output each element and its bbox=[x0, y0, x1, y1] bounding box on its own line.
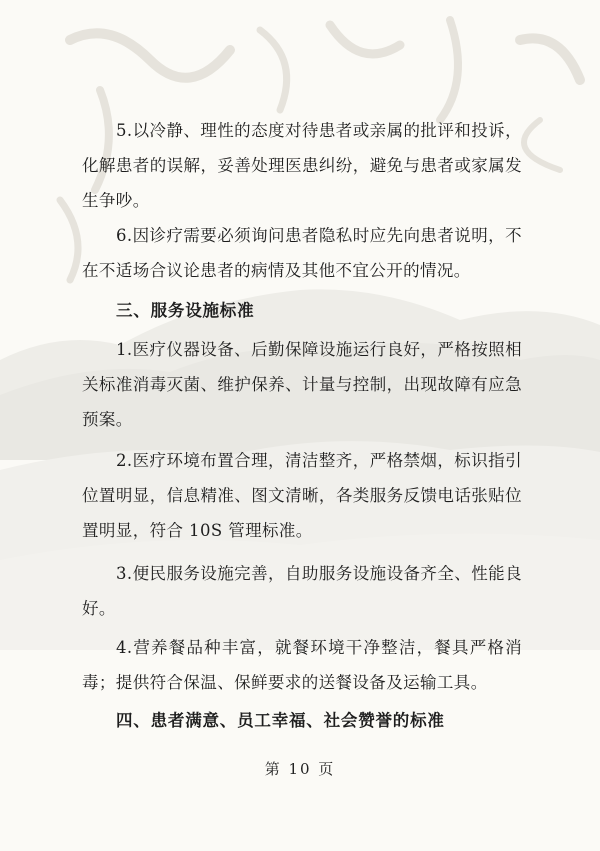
paragraph-text: 3.便民服务设施完善，自助服务设施设备齐全、性能良好。 bbox=[82, 564, 522, 618]
paragraph-s3-item-4 bbox=[82, 630, 522, 700]
section-heading-3: 三、服务设施标准 bbox=[116, 301, 255, 320]
paragraph-s3-item-2 bbox=[82, 443, 522, 548]
page-number: 第 10 页 bbox=[264, 760, 336, 778]
paragraph-text: 1.医疗仪器设备、后勤保障设施运行良好，严格按照相关标准消毒灭菌、维护保养、计量与控制，出现故障有应急预案。 bbox=[82, 340, 522, 429]
paragraph-text: 5.以冷静、理性的态度对待患者或亲属的批评和投诉，化解患者的误解，妥善处理医患纠纷，避免与患者或家属发生争吵。 bbox=[82, 121, 522, 210]
paragraph-text: 2.医疗环境布置合理，清洁整齐，严格禁烟，标识指引位置明显，信息精准、图文清晰，各类服务反馈电话张贴位置明显，符合 10S 管理标准。 bbox=[82, 451, 522, 540]
paragraph-item-5 bbox=[82, 113, 522, 218]
paragraph-text: 4.营养餐品种丰富，就餐环境干净整洁，餐具严格消毒；提供符合保温、保鲜要求的送餐设备及运输工具。 bbox=[82, 638, 522, 692]
paragraph-text: 6.因诊疗需要必须询问患者隐私时应先向患者说明，不在不适场合议论患者的病情及其他不宜公开的情况。 bbox=[82, 226, 522, 280]
section-heading-4: 四、患者满意、员工幸福、社会赞誉的标准 bbox=[116, 711, 445, 730]
paragraph-item-6 bbox=[82, 218, 522, 288]
paragraph-s3-item-3 bbox=[82, 556, 522, 626]
paragraph-s3-item-1 bbox=[82, 332, 522, 437]
